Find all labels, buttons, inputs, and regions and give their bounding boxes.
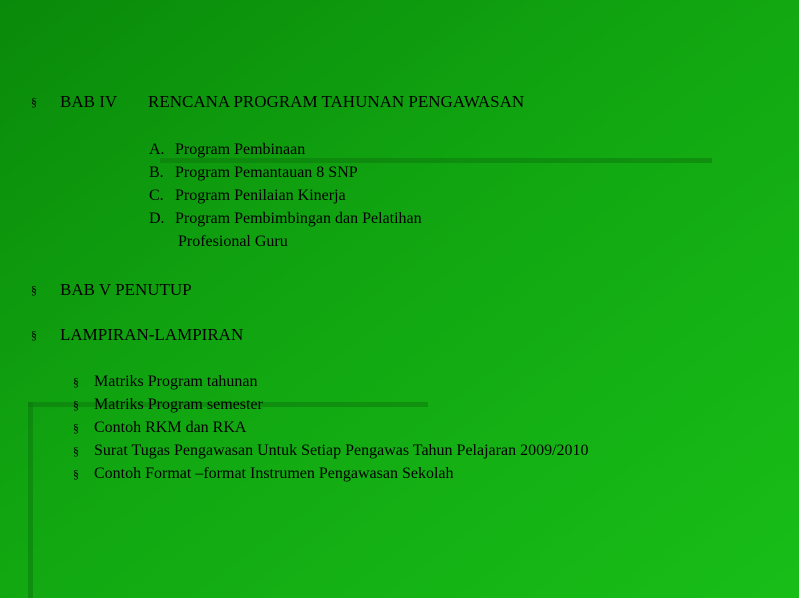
bab4-item-letter: C. xyxy=(149,187,164,204)
square-bullet-icon: § xyxy=(73,444,79,458)
square-bullet-icon: § xyxy=(73,398,79,412)
bab4-label: BAB IV xyxy=(60,92,118,111)
bab4-item: Program Pemantauan 8 SNP xyxy=(175,164,358,181)
square-bullet-icon: § xyxy=(73,467,79,481)
lampiran-item: Contoh RKM dan RKA xyxy=(94,419,247,436)
bab4-title: RENCANA PROGRAM TAHUNAN PENGAWASAN xyxy=(148,92,525,111)
square-bullet-icon: § xyxy=(31,95,37,109)
lampiran-item: Contoh Format –format Instrumen Pengawasan Sekolah xyxy=(94,465,454,482)
bab4-item-continuation: Profesional Guru xyxy=(178,233,288,250)
square-bullet-icon: § xyxy=(73,421,79,435)
lampiran-item: Surat Tugas Pengawasan Untuk Setiap Pengawas Tahun Pelajaran 2009/2010 xyxy=(94,442,589,459)
square-bullet-icon: § xyxy=(73,375,79,389)
bab4-item: Program Penilaian Kinerja xyxy=(175,187,346,204)
decorative-line xyxy=(28,402,33,598)
bab4-item: Program Pembimbingan dan Pelatihan xyxy=(175,210,422,227)
bab4-item-letter: D. xyxy=(149,210,165,227)
lampiran-item: Matriks Program tahunan xyxy=(94,373,258,390)
square-bullet-icon: § xyxy=(31,283,37,297)
bab4-item-letter: A. xyxy=(149,141,165,158)
bab4-item: Program Pembinaan xyxy=(175,141,306,158)
square-bullet-icon: § xyxy=(31,328,37,342)
bab4-item-letter: B. xyxy=(149,164,164,181)
bab5-label: BAB V PENUTUP xyxy=(60,280,192,299)
lampiran-label: LAMPIRAN-LAMPIRAN xyxy=(60,325,244,344)
lampiran-item: Matriks Program semester xyxy=(94,396,263,413)
